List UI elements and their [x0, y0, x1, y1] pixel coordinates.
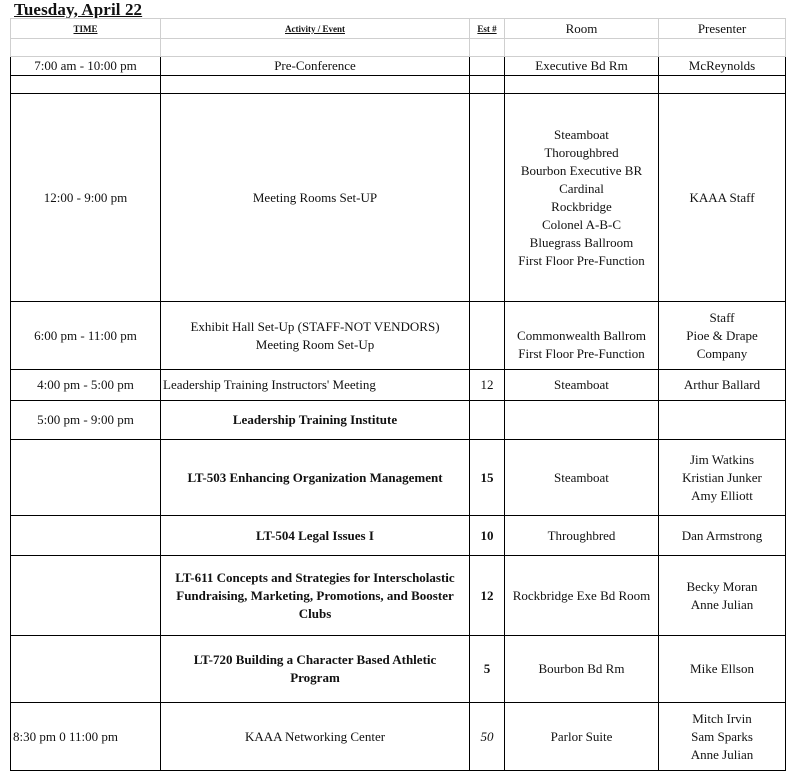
activity-header: Activity / Event — [161, 19, 470, 39]
activity-cell: LT-504 Legal Issues I — [161, 516, 470, 556]
room-header: Room — [505, 19, 659, 39]
presenter-line: Jim Watkins — [689, 451, 755, 467]
presenter-header: Presenter — [659, 19, 786, 39]
est-cell: 12 — [470, 370, 505, 401]
time-cell: 5:00 pm - 9:00 pm — [11, 401, 161, 440]
activity-line: LT-611 Concepts and Strategies for Interscholastic — [175, 569, 455, 585]
est-cell — [470, 94, 505, 302]
activity-cell: KAAA Networking Center — [161, 703, 470, 771]
time-cell — [11, 636, 161, 703]
presenter-line: Anne Julian — [690, 746, 754, 762]
time-cell: 6:00 pm - 11:00 pm — [11, 302, 161, 370]
presenter-cell: Arthur Ballard — [659, 370, 786, 401]
room-cell: Executive Bd Rm — [505, 57, 659, 76]
presenter-cell — [659, 440, 786, 516]
activity-cell: Leadership Training Instructors' Meeting — [161, 370, 470, 401]
table-row — [11, 556, 786, 636]
est-cell: 50 — [470, 703, 505, 771]
est-cell: 10 — [470, 516, 505, 556]
activity-cell: Pre-Conference — [161, 57, 470, 76]
room-line: First Floor Pre-Function — [518, 346, 645, 361]
time-cell: 12:00 - 9:00 pm — [11, 94, 161, 302]
presenter-line: Amy Elliott — [691, 487, 753, 503]
est-cell: 5 — [470, 636, 505, 703]
room-cell: Rockbridge Exe Bd Room — [505, 556, 659, 636]
activity-cell — [161, 636, 470, 703]
room-line: Cardinal — [559, 180, 604, 196]
presenter-cell: Mike Ellson — [659, 636, 786, 703]
room-line: Commonwealth Ballrom — [517, 328, 646, 343]
activity-line: LT-720 Building a Character Based Athletic — [193, 652, 437, 667]
room-line: Rockbridge — [551, 198, 612, 214]
est-header: Est # — [470, 19, 505, 39]
presenter-line: Anne Julian — [690, 596, 754, 612]
presenter-line: Sam Sparks — [691, 728, 753, 744]
presenter-cell — [659, 401, 786, 440]
est-cell — [470, 57, 505, 76]
day-title: Tuesday, April 22 — [14, 0, 143, 19]
spacer-row — [11, 76, 786, 94]
room-cell: Steamboat — [505, 440, 659, 516]
room-line: Bluegrass Ballroom — [529, 234, 634, 250]
room-cell — [505, 302, 659, 370]
room-cell: Throughbred — [505, 516, 659, 556]
room-line: First Floor Pre-Function — [518, 252, 645, 268]
presenter-cell — [659, 556, 786, 636]
time-cell — [11, 440, 161, 516]
table-row — [11, 57, 786, 76]
time-cell: 4:00 pm - 5:00 pm — [11, 370, 161, 401]
table-row — [11, 440, 786, 516]
activity-line: Program — [290, 670, 340, 685]
presenter-line: Becky Moran — [686, 578, 758, 594]
room-cell: Steamboat — [505, 370, 659, 401]
table-row — [11, 516, 786, 556]
table-row — [11, 401, 786, 440]
est-cell: 15 — [470, 440, 505, 516]
header-row — [11, 19, 786, 39]
presenter-line: Kristian Junker — [682, 469, 762, 485]
activity-cell: Meeting Rooms Set-UP — [161, 94, 470, 302]
presenter-line: Staff — [709, 309, 735, 325]
room-cell — [505, 94, 659, 302]
est-cell: 12 — [470, 556, 505, 636]
room-line: Steamboat — [554, 126, 609, 142]
activity-line: Meeting Room Set-Up — [255, 336, 375, 352]
time-header: TIME — [11, 19, 161, 39]
activity-cell: LT-503 Enhancing Organization Management — [161, 440, 470, 516]
presenter-line: Pioe & Drape — [686, 327, 758, 343]
activity-cell — [161, 302, 470, 370]
room-line: Bourbon Executive BR — [520, 162, 643, 178]
table-row — [11, 302, 786, 370]
est-cell — [470, 401, 505, 440]
time-cell: 7:00 am - 10:00 pm — [11, 57, 161, 76]
room-line: Colonel A-B-C — [541, 216, 622, 232]
table-row — [11, 94, 786, 302]
presenter-cell: McReynolds — [659, 57, 786, 76]
activity-line: Fundraising, Marketing, Promotions, and Booster — [176, 587, 454, 603]
est-cell — [470, 302, 505, 370]
room-cell: Parlor Suite — [505, 703, 659, 771]
presenter-cell — [659, 703, 786, 771]
presenter-cell: Dan Armstrong — [659, 516, 786, 556]
presenter-cell — [659, 302, 786, 370]
time-cell — [11, 516, 161, 556]
activity-cell: Leadership Training Institute — [161, 401, 470, 440]
spacer-row — [11, 39, 786, 57]
time-cell: 8:30 pm 0 11:00 pm — [11, 703, 161, 771]
room-cell — [505, 401, 659, 440]
presenter-line: Mitch Irvin — [692, 710, 752, 726]
schedule-table — [10, 18, 786, 771]
table-row — [11, 703, 786, 771]
table-row — [11, 370, 786, 401]
presenter-cell: KAAA Staff — [659, 94, 786, 302]
room-cell: Bourbon Bd Rm — [505, 636, 659, 703]
activity-line: Clubs — [298, 605, 332, 621]
activity-line: Exhibit Hall Set-Up (STAFF-NOT VENDORS) — [190, 318, 440, 334]
room-line: Thoroughbred — [544, 144, 619, 160]
time-cell — [11, 556, 161, 636]
table-row — [11, 636, 786, 703]
activity-cell — [161, 556, 470, 636]
presenter-line: Company — [696, 345, 748, 361]
